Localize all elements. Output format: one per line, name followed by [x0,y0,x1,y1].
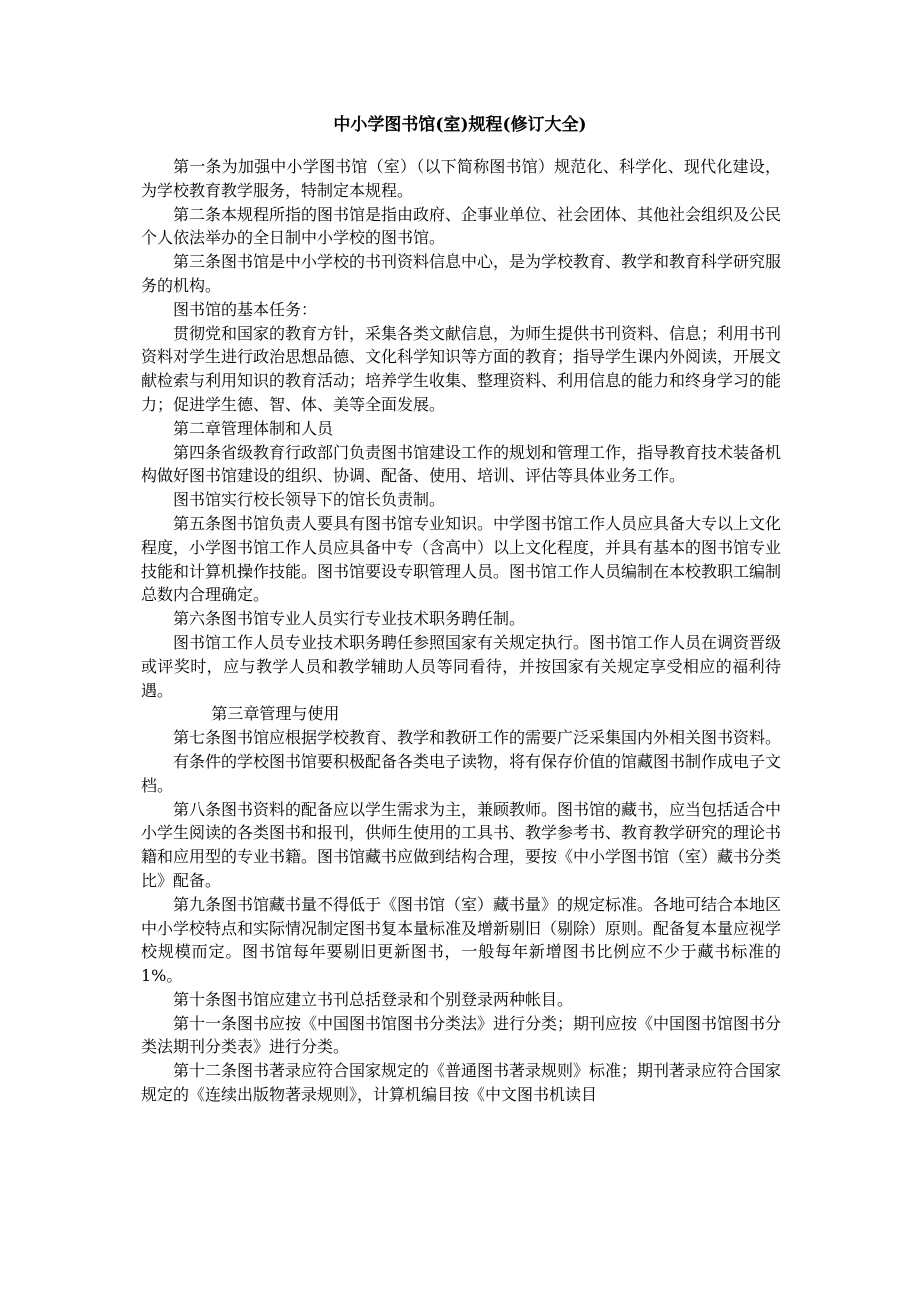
document-body [141,155,781,1107]
paragraph-staff-titles: 图书馆工作人员专业技术职务聘任参照国家有关规定执行。图书馆工作人员在调资晋级或评奖时，应与教学人员和教学辅助人员等同看待，并按国家有关规定享受相应的福利待遇。 [141,632,782,700]
paragraph-article-5: 第五条图书馆负责人要具有图书馆专业知识。中学图书馆工作人员应具备大专以上文化程度，小学图书馆工作人员应具备中专（含高中）以上文化程度，并具有基本的图书馆专业技能和计算机操作技能。图书馆要设专职管理人员。图书馆工作人员编制在本校教职工编制总数内合理确定。 [141,513,782,605]
paragraph-article-11: 第十一条图书应按《中国图书馆图书分类法》进行分类；期刊应按《中国图书馆图书分类法期刊分类表》进行分类。 [141,1013,782,1057]
chapter-3-heading: 第三章管理与使用 [211,704,340,724]
paragraph-article-4: 第四条省级教育行政部门负责图书馆建设工作的规划和管理工作，指导教育技术装备机构做好图书馆建设的组织、协调、配备、使用、培训、评估等具体业务工作。 [141,442,782,486]
paragraph-article-1: 第一条为加强中小学图书馆（室）（以下简称图书馆）规范化、科学化、现代化建设，为学校教育教学服务，特制定本规程。 [141,157,781,200]
chapter-2-heading: 第二章管理体制和人员 [173,418,334,438]
paragraph-article-3: 第三条图书馆是中小学校的书刊资料信息中心，是为学校教育、教学和教育科学研究服务的机构。 [141,252,782,295]
paragraph-article-8: 第八条图书资料的配备应以学生需求为主，兼顾教师。图书馆的藏书，应当包括适合中小学生阅读的各类图书和报刊，供师生使用的工具书、教学参考书、教育教学研究的理论书籍和应用型的专业书籍。图书馆藏书应做到结构合理，要按《中小学图书馆（室）藏书分类比》配备。 [141,799,782,890]
document-title: 中小学图书馆(室)规程(修订大全) [333,115,587,135]
paragraph-article-6: 第六条图书馆专业人员实行专业技术职务聘任制。 [173,609,526,629]
paragraph-article-7: 第七条图书馆应根据学校教育、教学和教研工作的需要广泛采集国内外相关图书资料。 [173,728,782,748]
paragraph-basic-tasks: 贯彻党和国家的教育方针，采集各类文献信息，为师生提供书刊资料、信息；利用书刊资料对学生进行政治思想品德、文化科学知识等方面的教育；指导学生课内外阅读，开展文献检索与利用知识的教育活动；培养学生收集、整理资料、利用信息的能力和终身学习的能力；促进学生德、智、体、美等全面发展。 [141,323,782,414]
paragraph-article-10: 第十条图书馆应建立书刊总括登录和个别登录两种帐目。 [173,989,574,1009]
paragraph-director-responsibility: 图书馆实行校长领导下的馆长负责制。 [173,490,446,510]
paragraph-article-9: 第九条图书馆藏书量不得低于《图书馆（室）藏书量》的规定标准。各地可结合本地区中小学校特点和实际情况制定图书复本量标准及增新剔旧（剔除）原则。配备复本量应视学校规模而定。图书馆每年要剔旧更新图书，一般每年新增图书比例应不少于藏书标准的1%。 [141,894,782,986]
paragraph-basic-tasks-heading: 图书馆的基本任务： [173,299,318,319]
paragraph-electronic-readings: 有条件的学校图书馆要积极配备各类电子读物，将有保存价值的馆藏图书制作成电子文档。 [141,751,782,795]
paragraph-article-2: 第二条本规程所指的图书馆是指由政府、企事业单位、社会团体、其他社会组织及公民个人依法举办的全日制中小学校的图书馆。 [141,204,782,248]
paragraph-article-12: 第十二条图书著录应符合国家规定的《普通图书著录规则》标准；期刊著录应符合国家规定的《连续出版物著录规则》，计算机编目按《中文图书机读目 [141,1061,782,1105]
